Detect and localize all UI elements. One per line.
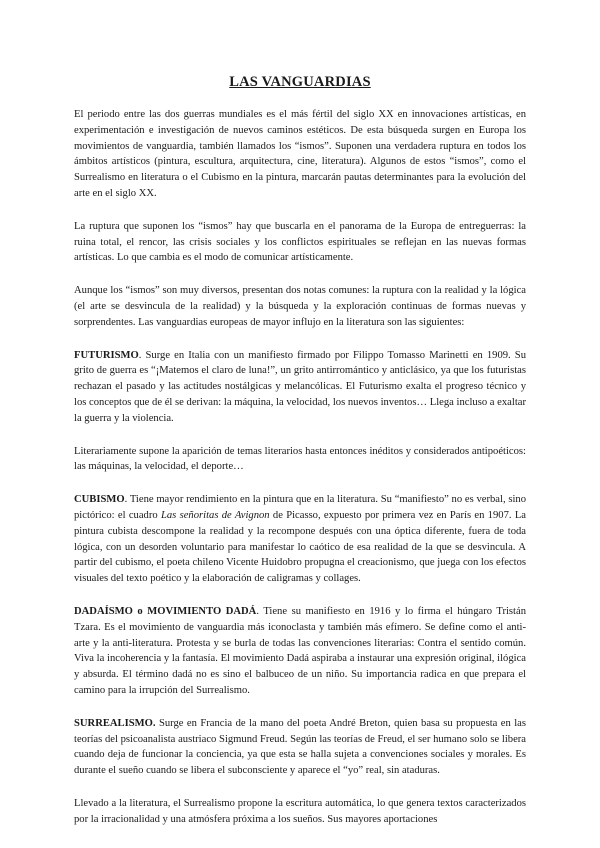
term-dadaismo: DADAÍSMO o MOVIMIENTO DADÁ: [74, 605, 257, 617]
term-cubismo: CUBISMO: [74, 494, 125, 506]
cubismo-description-end: de Picasso, expuesto por primera vez en París en 1907. La pintura cubista descompone la realidad y la recompone después con una óptica diferente, fuera de toda lógica, con un desorden voluntario para manifestar lo caótico de esa realidad de la que se desvincula. A partir del cubismo, el poeta chileno Vicente Huidobro propugna el creacionismo, que juega con los efectos visuales del texto poético y la elaboración de caligramas y collages.: [74, 509, 526, 585]
cubismo-description-start: . Tiene mayor rendimiento en la pintura que en la literatura. Su “manifiesto” no es verbal, sino pictórico: el cuadro: [74, 494, 526, 521]
paragraph-futurismo: [74, 348, 526, 427]
paragraph-cubismo: [74, 492, 526, 587]
document-body: [74, 107, 526, 844]
paragraph-literariamente: Literariamente supone la aparición de temas literarios hasta entonces inéditos y considerados antipoéticos: las máquinas, la velocidad, el deporte…: [74, 445, 526, 473]
surrealismo-description: Surge en Francia de la mano del poeta André Breton, quien basa su propuesta en las teorías del psicoanalista austriaco Sigmund Freud. Según las teorías de Freud, el ser humano solo se libera cuando deja de funcionar la conciencia, ya que esta se halla sujeta a convenciones sociales y morales. Es durante el sueño cuando se libera el subconsciente y aparece el “yo” real, sin ataduras.: [74, 717, 526, 777]
paragraph-llevado: Llevado a la literatura, el Surrealismo propone la escritura automática, lo que genera textos caracterizados por la irracionalidad y una atmósfera próxima a los sueños. Sus mayores aportaciones: [74, 797, 526, 825]
term-futurismo: FUTURISMO: [74, 349, 139, 361]
dadaismo-description: . Tiene su manifiesto en 1916 y lo firma el húngaro Tristán Tzara. Es el movimiento de vanguardia más iconoclasta y también más efímero. Se define como el anti-arte y la anti-literatura. Protesta y se burla de todas las convenciones literarias: Contra el sentido común. Viva la incoherencia y la fantasía. El movimiento Dadá aspiraba a instaurar una expresión original, ilógica y absurda. El término dadá no es sino el balbuceo de un niño. Su importancia radica en que prepara el camino para la irrupción del Surrealismo.: [74, 605, 527, 696]
term-surrealismo: SURREALISMO.: [74, 717, 156, 729]
paragraph-notas: Aunque los “ismos” son muy diversos, presentan dos notas comunes: la ruptura con la realidad y la lógica (el arte se desvincula de la realidad) y la búsqueda y la exploración continuas de formas nuevas y sorprendentes. Las vanguardias europeas de mayor influjo en la literatura son las siguientes:: [74, 285, 526, 328]
paragraph-surrealismo: [74, 716, 526, 779]
paragraph-intro: El periodo entre las dos guerras mundiales es el más fértil del siglo XX en innovaciones artísticas, en experimentación e investigación de nuevos caminos estéticos. De esta búsqueda surgen en Europa los movimientos de vanguardia, también llamados los “ismos”. Suponen una verdadera ruptura en todos los ámbitos artísticos (pintura, escultura, arquitectura, cine, literatura). Algunos de estos “ismos”, como el Surrealismo en literatura o el Cubismo en la pintura, marcarán pautas determinantes para la evolución del arte en el siglo XX.: [74, 109, 526, 199]
document-title: LAS VANGUARDIAS: [229, 74, 371, 90]
paragraph-dadaismo: [74, 604, 526, 699]
cubismo-artwork-title: Las señoritas de Avignon: [160, 509, 270, 521]
paragraph-ruptura: La ruptura que suponen los “ismos” hay que buscarla en el panorama de la Europa de entreguerras: la ruina total, el rencor, las crisis sociales y los conflictos espirituales se reflejan en las nuevas formas artísticas. Lo que cambia es el modo de comunicar artísticamente.: [74, 220, 526, 264]
futurismo-description: . Surge en Italia con un manifiesto firmado por Filippo Tomasso Marinetti en 1909. Su grito de guerra es “¡Matemos el claro de luna!”, un grito antirromántico y anticlásico, ya que los futuristas rechazan el pasado y las actitudes nostálgicas y melancólicas. El Futurismo exalta el progreso técnico y los conceptos que de él se derivan: la máquina, la velocidad, los nuevos inventos… Llega incluso a exaltar la guerra y la violencia.: [74, 349, 526, 424]
